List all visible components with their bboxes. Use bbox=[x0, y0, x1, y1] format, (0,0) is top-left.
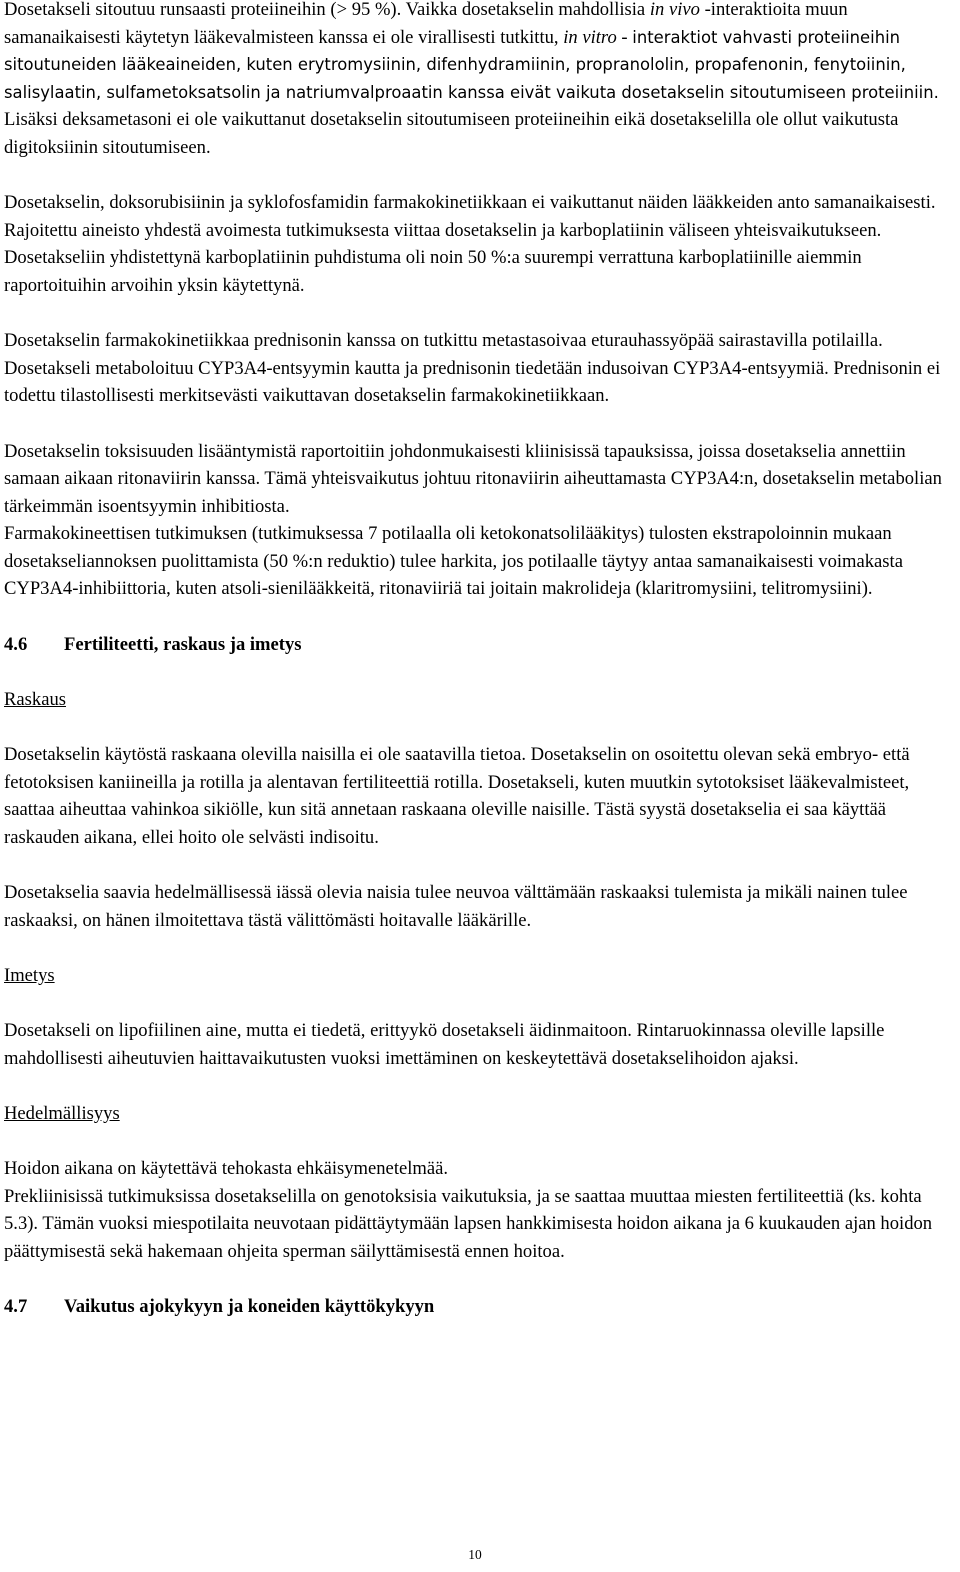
paragraph-raskaus-1: Dosetakselin käytöstä raskaana olevilla naisilla ei ole saatavilla tietoa. Dosetakselin on osoitettu olevan sekä embryo- että fetotoksisen kaniineilla ja rotilla ja alentavan fertiliteettiä rotilla. Dosetakseli, kuten muutkin sytotoksiset lääkevalmisteet, saattaa aiheuttaa vahinkoa sikiölle, kun sitä annetaan raskaana oleville naisille. Tästä syystä dosetakselia ei saa käyttää raskauden aikana, ellei hoito ole selvästi indisoitu. bbox=[4, 744, 910, 848]
italic-term: in vivo bbox=[649, 0, 700, 20]
text-run: Dosetakseli sitoutuu runsaasti proteiineihin (> 95 %). Vaikka dosetakselin mahdollisia bbox=[4, 0, 650, 20]
italic-term: in vitro bbox=[563, 26, 617, 48]
paragraph-hedelmallisyys-2: Prekliinisissä tutkimuksissa dosetakselilla on genotoksisia vaikutuksia, ja se saattaa muuttaa miesten fertiliteettiä (ks. kohta 5.3). Tämän vuoksi miespotilaita neuvotaan pidättäytymään lapsen hankkimisesta hoidon aikana ja 6 kuukauden ajan hoidon päättymisestä sekä hakemaan ohjeita sperman säilyttämisestä ennen hoitoa. bbox=[4, 1185, 933, 1262]
page-number: 10 bbox=[468, 1547, 482, 1562]
paragraph-raskaus-2: Dosetakselia saavia hedelmällisessä iässä olevia naisia tulee neuvoa välttämään raskaaksi tulemista ja mikäli nainen tulee raskaaksi, on hänen ilmoitettava tästä välittömästi hoitavalle lääkärille. bbox=[4, 882, 908, 931]
section-number: 4.6 bbox=[4, 633, 28, 655]
text-run-sans: interaktiot vahvasti proteiineihin sitoutuneiden lääkeaineiden, kuten erytromysiinin, difenhydramiinin, propranololin, propafenonin, fenytoiinin, salisylaatin, sulfametoksatsolin ja natriumvalproaatin kanssa eivät vaikuta dosetakselin sitoutumiseen proteiiniin. bbox=[4, 27, 939, 102]
section-heading-4-6 bbox=[4, 631, 954, 659]
paragraph-protein-binding bbox=[4, 0, 954, 162]
document-page bbox=[4, 0, 954, 1321]
section-title: Fertiliteetti, raskaus ja imetys bbox=[64, 633, 302, 655]
subheading-hedelmallisyys: Hedelmällisyys bbox=[4, 1102, 120, 1124]
section-heading-4-7 bbox=[4, 1293, 954, 1321]
paragraph-imetys: Dosetakseli on lipofiilinen aine, mutta ei tiedetä, erittyykö dosetakseli äidinmaitoon. Rintaruokinnassa oleville lapsille mahdollisesti aiheutuvien haittavaikutusten vuoksi imettäminen on keskeytettävä dosetakselihoidon ajaksi. bbox=[4, 1019, 885, 1069]
text-run: - bbox=[616, 26, 628, 48]
text-run: Lisäksi deksametasoni ei ole vaikuttanut dosetakselin sitoutumiseen proteiineihin eikä dosetakselilla ole ollut vaikutusta digitoksiinin sitoutumiseen. bbox=[4, 109, 899, 158]
paragraph-ritonavir: Dosetakselin toksisuuden lisääntymistä raportoitiin johdonmukaisesti kliinisissä tapauksissa, joissa dosetakselia annettiin samaan aikaan ritonaviirin kanssa. Tämä yhteisvaikutus johtuu ritonaviirin aiheuttamasta CYP3A4:n, dosetakselin metabolian tärkeimmän isoentsyymin inhibitiosta. bbox=[4, 440, 942, 517]
paragraph-hedelmallisyys-1: Hoidon aikana on käytettävä tehokasta ehkäisymenetelmää. bbox=[4, 1157, 449, 1179]
paragraph-doxorubicin-carboplatin: Dosetakselin, doksorubisiinin ja syklofosfamidin farmakokinetiikkaan ei vaikuttanut näiden lääkkeiden anto samanaikaisesti. Rajoitettu aineisto yhdestä avoimesta tutkimuksesta viittaa dosetakselin ja karboplatiinin väliseen yhteisvaikutukseen. Dosetakseliin yhdistettynä karboplatiinin puhdistuma oli noin 50 %:a suurempi verrattuna karboplatiinille aiemmin raportoituihin arvoihin yksin käytettynä. bbox=[4, 192, 936, 296]
subheading-raskaus: Raskaus bbox=[4, 688, 66, 710]
paragraph-prednisone: Dosetakselin farmakokinetiikkaa prednisonin kanssa on tutkittu metastasoivaa eturauhassyöpää sairastavilla potilailla. Dosetakseli metaboloituu CYP3A4-entsyymin kautta ja prednisonin tiedetään indusoivan CYP3A4-entsyymiä. Prednisonin ei todettu tilastollisesti merkitsevästi vaikuttavan dosetakselin farmakokinetiikkaan. bbox=[4, 330, 941, 407]
section-title: Vaikutus ajokykyyn ja koneiden käyttökykyyn bbox=[64, 1295, 435, 1317]
text-run: -interaktioita muun samanaikaisesti käytetyn lääkevalmisteen kanssa ei ole virallisesti tutkittu, bbox=[4, 0, 848, 48]
subheading-imetys: Imetys bbox=[4, 964, 55, 986]
paragraph-ketoconazole: Farmakokineettisen tutkimuksen (tutkimuksessa 7 potilaalla oli ketokonatsolilääkitys) tulosten ekstrapoloinnin mukaan dosetakseliannoksen puolittamista (50 %:n reduktio) tulee harkita, jos potilaalle täytyy antaa samanaikaisesti voimakasta CYP3A4-inhibiittoria, kuten atsoli-sienilääkkeitä, ritonaviiriä tai joitain makrolideja (klaritromysiini, telitromysiini). bbox=[4, 523, 903, 600]
section-number: 4.7 bbox=[4, 1295, 28, 1317]
